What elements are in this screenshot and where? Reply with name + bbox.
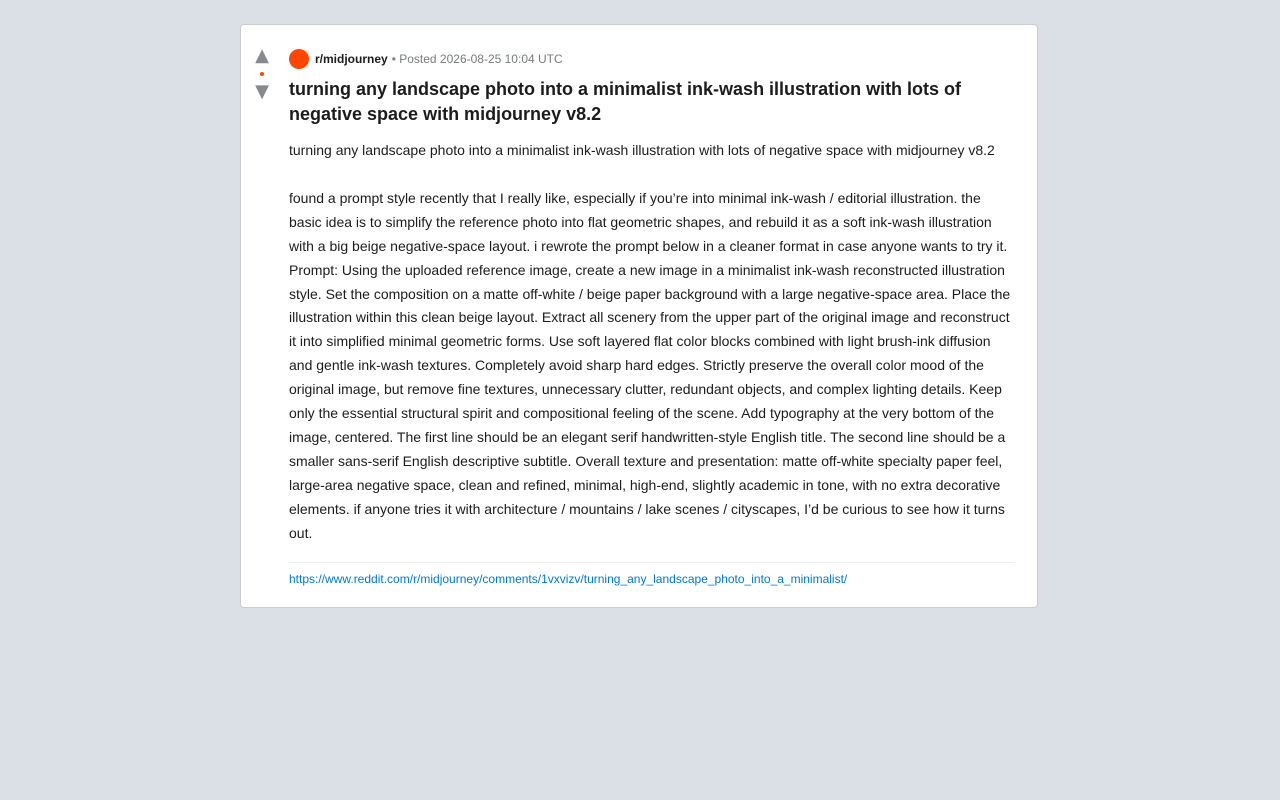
post-content (289, 49, 1015, 586)
post-divider (289, 562, 1015, 563)
post-card (240, 24, 1038, 608)
vote-column (241, 47, 283, 101)
subreddit-avatar-icon[interactable] (289, 49, 309, 69)
vote-score-dot-icon (260, 72, 264, 76)
post-body-main: found a prompt style recently that I really like, especially if you’re into minimal ink-wash / editorial illustration. the basic idea is to simplify the reference photo into flat geometric shapes, and rebuild it as a soft ink-wash illustration with a big beige negative-space layout. i rewrote the prompt below in a cleaner format in case anyone wants to try it. Prompt: Using the uploaded reference image, create a new image in a minimalist ink-wash reconstructed illustration style. Set the composition on a matte off-white / beige paper background with a large negative-space area. Place the illustration within this clean beige layout. Extract all scenery from the upper part of the original image and reconstruct it into simplified minimal geometric forms. Use soft layered flat color blocks combined with light brush-ink diffusion and gentle ink-wash textures. Completely avoid sharp hard edges. Strictly preserve the overall color mood of the original image, but remove fine textures, unnecessary clutter, redundant objects, and complex lighting details. Keep only the essential structural spirit and compositional feeling of the scene. Add typography at the very bottom of the image, centered. The first line should be an elegant serif handwritten-style English title. The second line should be a smaller sans-serif English descriptive subtitle. Overall texture and presentation: matte off-white specialty paper feel, large-area negative space, clean and refined, minimal, high-end, slightly academic in tone, with no extra decorative elements. if anyone tries it with architecture / mountains / lake scenes / cityscapes, I’d be curious to see how it turns out. (289, 189, 1011, 541)
subreddit-name[interactable]: r/midjourney (315, 52, 388, 66)
post-body (289, 139, 1015, 546)
post-meta (289, 49, 1015, 69)
post-title[interactable]: turning any landscape photo into a minimalist ink-wash illustration with lots of negative space with midjourney v8.2 (289, 79, 962, 124)
downvote-arrow-icon[interactable]: ▼ (255, 81, 269, 102)
post-permalink[interactable]: https://www.reddit.com/r/midjourney/comments/1vxvizv/turning_any_landscape_photo_into_a_minimalist/ (289, 571, 848, 586)
post-body-intro: turning any landscape photo into a minimalist ink-wash illustration with lots of negative space with midjourney v8.2 (289, 142, 995, 158)
post-timestamp: • Posted 2026-08-25 10:04 UTC (391, 52, 563, 66)
upvote-arrow-icon[interactable]: ▲ (255, 45, 269, 66)
